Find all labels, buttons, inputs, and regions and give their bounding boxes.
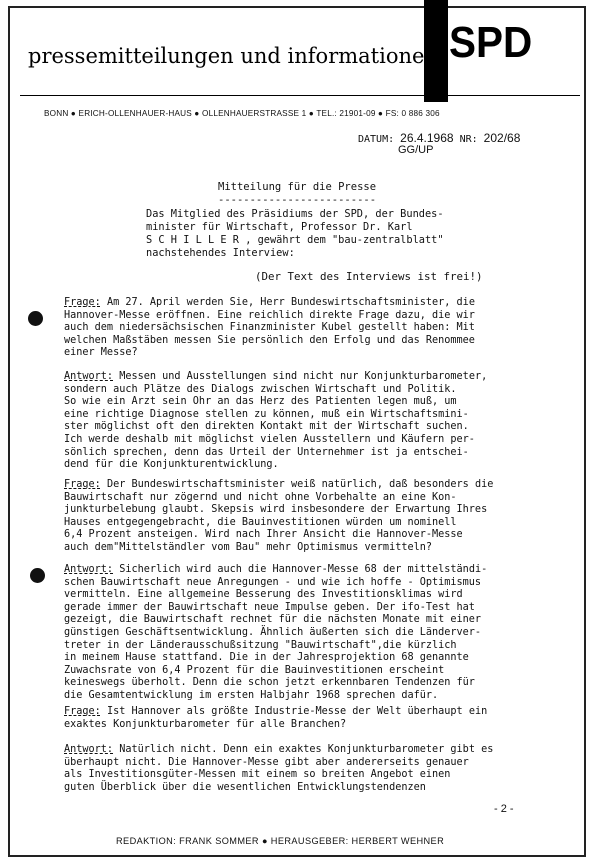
text-line: dend für die Konjunkturentwicklung. [64,459,279,471]
question-block [64,297,574,360]
intro-line: minister für Wirtschaft, Professor Dr. Karl [146,221,413,233]
text-line: auch dem niedersächsischen Finanzminister Kubel gestellt haben: Mit [64,322,475,334]
text-line: sönlich sprechen, denn das Urteil der Unternehmer ist ja entschei- [64,446,469,458]
answer-label: Antwort: [64,744,114,755]
answer-label: Antwort: [64,371,114,382]
date-label: DATUM: [358,134,395,145]
title-underline: ------------------------- [218,194,377,206]
text-line: So wie ein Arzt sein Ohr an das Herz des Patienten legen muß, um [64,396,457,408]
text-line: Zuwachsrate von 6,4 Prozent für die Bauinvestitionen erscheint [64,664,445,676]
text-line: exaktes Konjunkturbarometer für alle Branchen? [64,718,347,730]
punch-hole [30,568,45,583]
question-block [64,479,574,555]
reference-initials: GG/UP [398,144,434,156]
text-line: gerade immer der Bauwirtschaft neue Impulse geben. Der ifo-Test hat [64,601,475,613]
intro-line: S C H I L L E R , gewährt dem "bau-zentralblatt" [146,234,444,246]
text-line: Bauwirtschaft nur zögernd und nicht ohne Vorbehalte an eine Kon- [64,491,457,503]
text-line: Der Bundeswirtschaftsminister weiß natürlich, daß besonders die [100,479,494,490]
number-label: NR: [459,134,478,145]
text-line: schen Bauwirtschaft neue Anregungen - und wie ich hoffe - Optimismus [64,576,482,588]
address-line: BONN ● ERICH-OLLENHAUER-HAUS ● OLLENHAUERSTRASSE 1 ● TEL.: 21901-09 ● FS: 0 886 306 [44,109,440,118]
intro-line: nachstehendes Interview: [146,247,295,259]
text-line: sondern auch Plätze des Dialogs zwischen Wirtschaft und Politik. [64,383,457,395]
masthead-title: pressemitteilungen und informationen [28,44,438,68]
text-line: eine richtige Diagnose stellen zu können, muß ein Wirtschaftsmini- [64,408,469,420]
date-line [358,131,520,145]
text-line: auch dem"Mittelständler vom Bau" mehr Optimismus vermitteln? [64,541,433,553]
text-line: Messen und Ausstellungen sind nicht nur Konjunkturbarometer, [113,371,488,382]
text-line: treter in der Länderausschußsitzung "Bauwirtschaft",die kürzlich [64,639,457,651]
answer-label: Antwort: [64,564,114,575]
page-continuation: - 2 - [494,803,514,815]
question-label: Frage: [64,297,101,308]
text-line: keineswegs überholt. Denn die schon jetzt erkennbaren Tendenzen für [64,677,475,689]
spd-logo: SPD [449,18,533,67]
text-line: in meinem Hause stattfand. Die in der Jahresprojektion 68 genannte [64,652,469,664]
header-divider [20,95,580,96]
text-line: Hauses entgegengebracht, die Bauinvestitionen würden um nominell [64,516,457,528]
text-line: 6,4 Prozent ansteigen. Wird nach Ihrer Ansicht die Hannover-Messe [64,529,463,541]
question-label: Frage: [64,479,101,490]
punch-hole [28,311,43,326]
intro-paragraph [146,208,506,260]
text-line: günstigen Geschäftsentwicklung. Ähnlich äußerten sich die Länderver- [64,626,482,638]
text-line: Am 27. April werden Sie, Herr Bundeswirtschaftsminister, die [100,297,475,308]
answer-block [64,744,574,794]
text-line: die Gesamtentwicklung im ersten Halbjahr 1968 sprechen dafür. [64,689,439,701]
text-line: ster möglichst oft den direkten Kontakt mit der Wirtschaft suchen. [64,421,469,433]
text-line: Sicherlich wird auch die Hannover-Messe 68 der mittelständi- [113,564,488,575]
question-label: Frage: [64,706,101,717]
text-line: junkturbelebung glaubt. Skepsis wird insbesondere der Erwartung Ihres [64,504,488,516]
question-block [64,706,574,731]
text-line: gezeigt, die Bauwirtschaft rechnet für die nächsten Monate mit einer [64,614,482,626]
text-line: einer Messe? [64,347,138,359]
number-value: 202/68 [483,131,521,145]
document-title: Mitteilung für die Presse [218,181,377,193]
text-line: welchen Maßstäben messen Sie persönlich den Erfolg und das Renommee [64,334,475,346]
answer-block [64,564,574,703]
text-line: Ist Hannover als größte Industrie-Messe der Welt überhaupt ein [100,706,488,717]
text-line: als Investitionsgüter-Messen mit einem so breiten Angebot einen [64,769,451,781]
text-line: guten Überblick über die wesentlichen Entwicklungstendenzen [64,781,426,793]
text-line: überhaupt nicht. Die Hannover-Messe gibt aber andererseits genauer [64,756,469,768]
release-note: (Der Text des Interviews ist frei!) [255,270,483,283]
text-line: Natürlich nicht. Denn ein exaktes Konjunkturbarometer gibt es [113,744,494,755]
intro-line: Das Mitglied des Präsidiums der SPD, der Bundes- [146,208,444,220]
answer-block [64,371,574,472]
date-value: 26.4.1968 [400,131,454,145]
footer-credits: REDAKTION: FRANK SOMMER ● HERAUSGEBER: HERBERT WEHNER [116,836,445,846]
text-line: Ich werde deshalb mit möglichst vielen Ausstellern und Käufern per- [64,433,475,445]
text-line: vermitteln. Eine allgemeine Besserung des Investitionsklimas wird [64,589,463,601]
text-line: Hannover-Messe eröffnen. Eine reichlich direkte Frage dazu, die wir [64,309,475,321]
